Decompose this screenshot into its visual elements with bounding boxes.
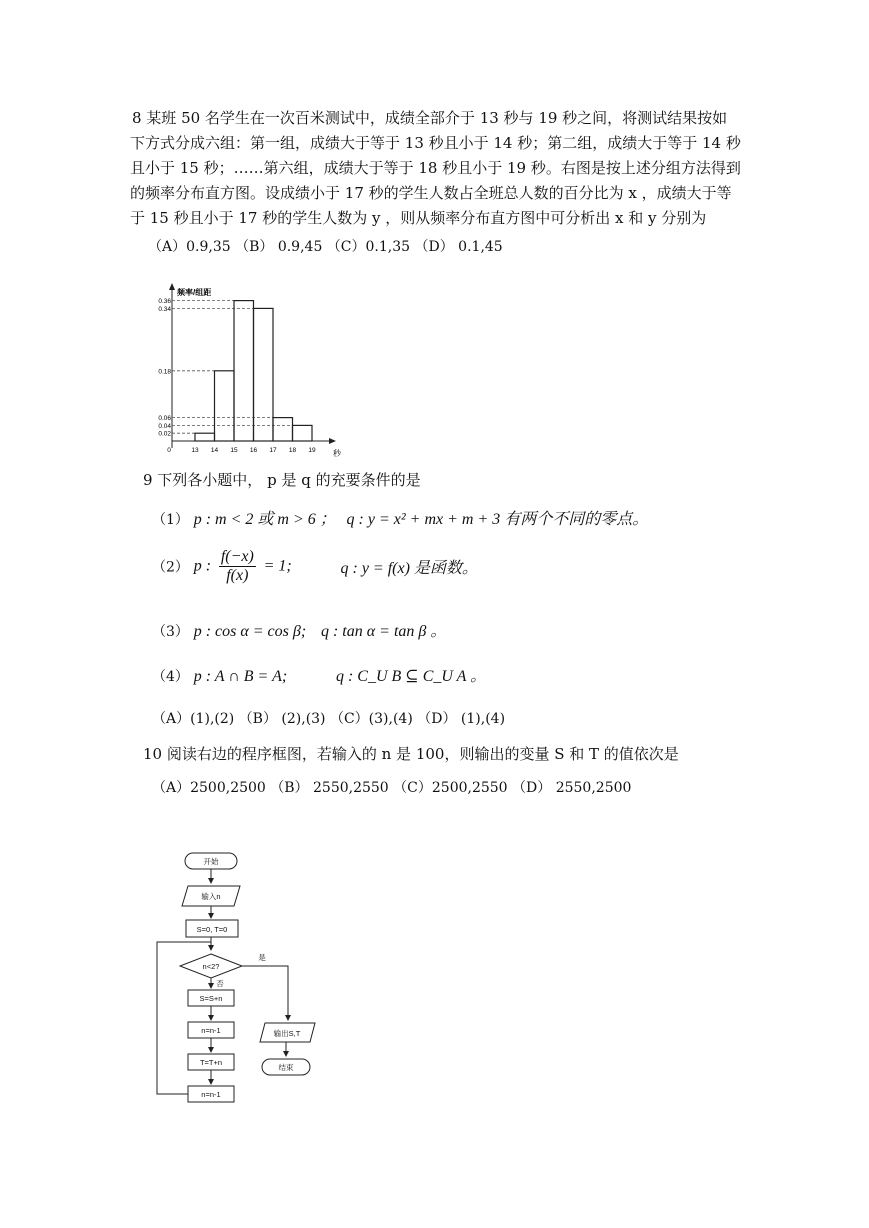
histogram-bar-1 bbox=[195, 433, 215, 441]
q9-item-4-q: q : C_U B ⊆ C_U A 。 bbox=[335, 668, 487, 685]
input-label: 输入n bbox=[201, 892, 221, 901]
step2-label: n=n-1 bbox=[201, 1026, 221, 1035]
histogram-bar-6 bbox=[293, 425, 313, 441]
y-tick-label: 0.18 bbox=[158, 368, 171, 376]
q9-item-2-num: （2） bbox=[152, 559, 189, 576]
y-tick-label: 0.04 bbox=[158, 422, 171, 430]
x-tick-label: 19 bbox=[308, 447, 316, 454]
y-tick-label: 0.06 bbox=[158, 415, 171, 423]
q9-item-1-p: p : m < 2 或 m > 6 ； bbox=[193, 511, 336, 528]
histogram-bar-4 bbox=[254, 308, 274, 441]
q10-stem: 10 阅读右边的程序框图，若输入的 n 是 100，则输出的变量 S 和 T 的值依次是 bbox=[143, 745, 679, 763]
step1-label: S=S+n bbox=[199, 994, 223, 1003]
q9-item-4-num: （4） bbox=[152, 669, 189, 685]
q9-stem: 9 下列各小题中， p 是 q 的充要条件的是 bbox=[143, 471, 421, 489]
q8-line-2: 下方式分成六组：第一组，成绩大于等于 13 秒且小于 14 秒；第二组，成绩大于等于 14 秒 bbox=[130, 134, 741, 152]
start-label: 开始 bbox=[203, 857, 219, 866]
frequency-histogram bbox=[158, 280, 345, 460]
yes-label: 是 bbox=[258, 953, 266, 962]
x-tick-label: 17 bbox=[269, 447, 277, 454]
q9-item-4 bbox=[152, 663, 486, 686]
q8-line-1: 8 某班 50 名学生在一次百米测试中，成绩全部介于 13 秒与 19 秒之间，将测试结果按如 bbox=[132, 109, 728, 127]
q9-item-3-q: q : tan α = tan β 。 bbox=[320, 623, 447, 640]
q9-item-2-p-label: p : bbox=[193, 557, 212, 575]
q8-options: （A）0.9,35 （B） 0.9,45 （C）0.1,35 （D） 0.1,45 bbox=[148, 239, 503, 255]
x-tick-label: 14 bbox=[210, 447, 219, 454]
step3-label: T=T+n bbox=[199, 1058, 223, 1067]
q9-item-3 bbox=[152, 618, 446, 641]
yes-branch-line bbox=[242, 966, 288, 1020]
q8-line-4: 的频率分布直方图。设成绩小于 17 秒的学生人数占全班总人数的百分比为 x ，成绩大于等 bbox=[130, 184, 732, 202]
program-flowchart bbox=[150, 850, 320, 1125]
q9-item-2 bbox=[152, 548, 478, 585]
x-tick-label: 13 bbox=[191, 447, 199, 454]
q9-item-3-p: p : cos α = cos β; bbox=[193, 623, 307, 640]
q9-item-1-q: q : y = x² + mx + m + 3 有两个不同的零点。 bbox=[346, 511, 649, 528]
q9-item-2-q: q : y = f(x) 是函数。 bbox=[340, 560, 478, 577]
q9-item-1 bbox=[152, 506, 648, 529]
y-tick-label: 0.02 bbox=[158, 430, 171, 438]
y-tick-label: 0.36 bbox=[158, 298, 171, 306]
y-axis-arrow bbox=[169, 283, 175, 290]
x-axis-label: 秒 bbox=[333, 449, 341, 458]
no-label: 否 bbox=[216, 979, 224, 988]
decision-label: n<2? bbox=[202, 962, 220, 971]
q9-item-2-fraction bbox=[219, 548, 256, 585]
x-tick-label: 16 bbox=[249, 447, 258, 454]
histogram-bar-3 bbox=[234, 301, 254, 441]
q9-item-2-p-rest: = 1; bbox=[263, 557, 292, 575]
fraction-denominator: f(x) bbox=[226, 567, 249, 584]
histogram-bar-5 bbox=[273, 418, 293, 441]
x-tick-label: 0 bbox=[167, 447, 171, 454]
q9-item-1-num: （1） bbox=[152, 512, 189, 528]
histogram-bar-2 bbox=[215, 371, 235, 441]
q8-line-5: 于 15 秒且小于 17 秒的学生人数为 y ，则从频率分布直方图中可分析出 x 和 y 分别为 bbox=[130, 209, 707, 227]
q9-item-3-num: （3） bbox=[152, 624, 189, 640]
y-axis-label: 频率/组距 bbox=[177, 288, 212, 297]
end-label: 结束 bbox=[278, 1063, 294, 1072]
output-label: 输出S,T bbox=[273, 1029, 301, 1038]
fraction-numerator: f(−x) bbox=[220, 548, 254, 565]
q8-line-3: 且小于 15 秒；……第六组，成绩大于等于 18 秒且小于 19 秒。右图是按上述分组方法得到 bbox=[130, 159, 741, 177]
y-tick-label: 0.34 bbox=[158, 305, 171, 313]
x-tick-label: 15 bbox=[230, 447, 238, 454]
step4-label: n=n-1 bbox=[201, 1090, 221, 1099]
q9-options: （A）(1),(2) （B） (2),(3) （C）(3),(4) （D） (1),(4) bbox=[152, 711, 506, 727]
x-tick-label: 18 bbox=[288, 447, 297, 454]
init-label: S=0, T=0 bbox=[196, 925, 228, 934]
x-axis-arrow bbox=[329, 438, 336, 444]
q10-options: （A）2500,2500 （B） 2550,2550 （C）2500,2550 （D） 2550,2500 bbox=[152, 780, 632, 796]
q9-item-4-p: p : A ∩ B = A; bbox=[193, 668, 288, 685]
